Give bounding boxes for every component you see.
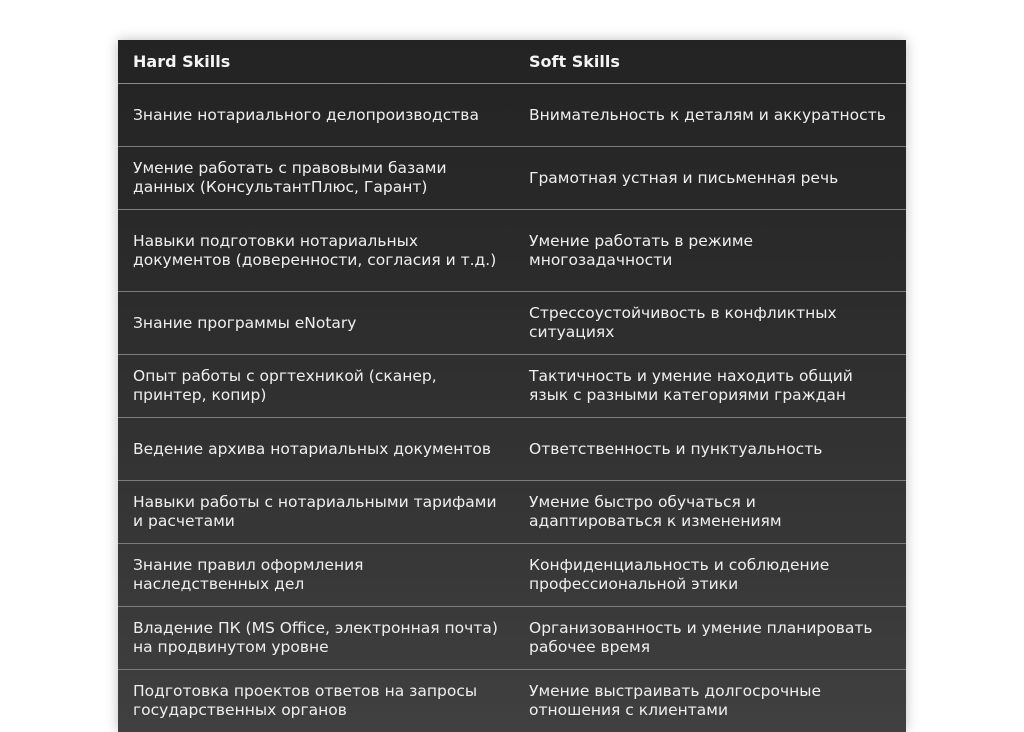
table-row [118,607,906,670]
table-row [118,292,906,355]
hard-skill-cell: Навыки работы с нотариальными тарифами и расчетами [118,481,514,544]
table-row [118,147,906,210]
soft-skill-cell: Внимательность к деталям и аккуратность [514,84,906,147]
hard-skill-cell: Подготовка проектов ответов на запросы государственных органов [118,670,514,732]
soft-skill-cell: Умение работать в режиме многозадачности [514,210,906,292]
soft-skills-header: Soft Skills [514,40,906,84]
soft-skill-cell: Конфиденциальность и соблюдение профессиональной этики [514,544,906,607]
hard-skill-cell: Ведение архива нотариальных документов [118,418,514,481]
table-row [118,210,906,292]
soft-skill-cell: Тактичность и умение находить общий язык с разными категориями граждан [514,355,906,418]
soft-skill-cell: Грамотная устная и письменная речь [514,147,906,210]
hard-skill-cell: Знание нотариального делопроизводства [118,84,514,147]
table-row [118,670,906,732]
hard-skill-cell: Владение ПК (MS Office, электронная почта) на продвинутом уровне [118,607,514,670]
soft-skill-cell: Умение выстраивать долгосрочные отношения с клиентами [514,670,906,732]
hard-skill-cell: Навыки подготовки нотариальных документов (доверенности, согласия и т.д.) [118,210,514,292]
table-row [118,84,906,147]
soft-skill-cell: Ответственность и пунктуальность [514,418,906,481]
table-row [118,418,906,481]
soft-skill-cell: Организованность и умение планировать рабочее время [514,607,906,670]
table-header-row [118,40,906,84]
hard-skill-cell: Опыт работы с оргтехникой (сканер, принтер, копир) [118,355,514,418]
soft-skill-cell: Стрессоустойчивость в конфликтных ситуациях [514,292,906,355]
table-row [118,481,906,544]
hard-skills-header: Hard Skills [118,40,514,84]
soft-skill-cell: Умение быстро обучаться и адаптироваться к изменениям [514,481,906,544]
skills-table [118,40,906,732]
hard-skill-cell: Знание программы eNotary [118,292,514,355]
hard-skill-cell: Знание правил оформления наследственных дел [118,544,514,607]
hard-skill-cell: Умение работать с правовыми базами данных (КонсультантПлюс, Гарант) [118,147,514,210]
table-row [118,544,906,607]
table-row [118,355,906,418]
skills-table-container [118,40,906,732]
